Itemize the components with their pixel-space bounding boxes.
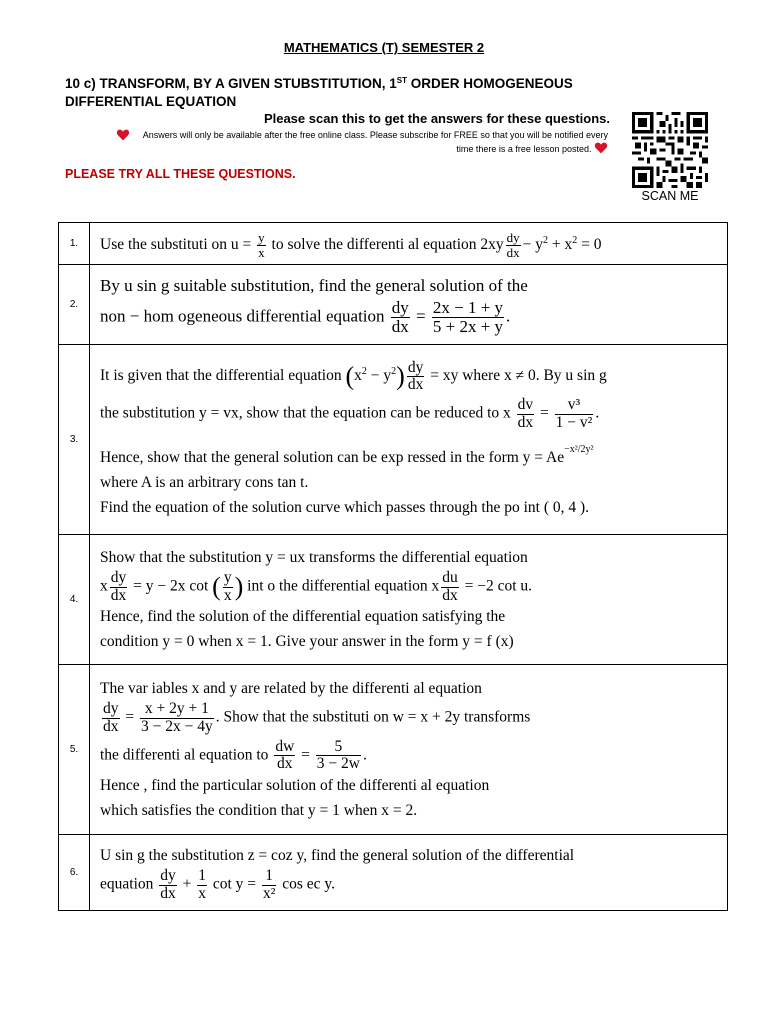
q4-line-4: condition y = 0 when x = 1. Give your answer in the form y = f (x) [100, 632, 514, 650]
scan-me-label: SCAN ME [641, 189, 699, 203]
q5-fraction-derivative [102, 701, 120, 735]
numerator: dy [407, 358, 424, 376]
denominator: x [198, 884, 206, 902]
q3-text-x: x [354, 367, 362, 385]
q4-text-1: x [100, 577, 108, 595]
question-text [90, 535, 728, 665]
q3-text-1: It is given that the differential equation [100, 367, 342, 385]
numerator: 2x − 1 + y [432, 298, 504, 318]
exponent: 2 [572, 234, 578, 246]
q2-line-1: By u sin g suitable substitution, find the general solution of the [100, 276, 528, 296]
topic-line1-suffix: ORDER HOMOGENEOUS [407, 76, 573, 91]
denominator: dx [274, 755, 295, 772]
q2-text-1: non − hom ogeneous differential equation [100, 306, 385, 326]
q1-fraction-derivative [506, 231, 521, 259]
denominator: x [258, 244, 265, 260]
q5-line-2 [100, 701, 719, 735]
question-number: 2. [59, 265, 90, 345]
q2-fraction-rhs [432, 299, 504, 336]
q2-fraction-derivative [391, 299, 410, 336]
q6-text-4: cos ec y. [282, 875, 336, 893]
q5-text-1: = [125, 708, 135, 726]
question-text [90, 835, 728, 911]
question-number: 1. [59, 223, 90, 265]
question-row [59, 223, 728, 265]
q5-text-2: . Show that the substituti on w = x + 2y transforms [215, 708, 531, 726]
q4-fraction-yx [223, 570, 233, 604]
q3-text-6: Hence, show that the general solution can be exp ressed in the form y = Ae [100, 448, 565, 466]
denominator: dx [110, 586, 127, 604]
topic-line2: DIFFERENTIAL EQUATION [65, 94, 237, 109]
numerator: dy [160, 867, 176, 885]
q3-text-2: = xy where x ≠ 0. By u sin g [430, 367, 607, 385]
q5-text-3: the differenti al equation to [100, 746, 269, 764]
denominator: dx [517, 413, 534, 431]
numerator: v³ [567, 396, 581, 414]
question-number: 4. [59, 535, 90, 665]
denominator: 5 + 2x + y [432, 317, 504, 336]
q5-fraction-rhs [140, 701, 214, 735]
numerator: y [223, 569, 232, 587]
q6-line-1: U sin g the substitution z = coz y, find the general solution of the differential [100, 847, 575, 865]
question-text [90, 265, 728, 345]
q3-fraction-dv [517, 397, 535, 431]
notice-text: Answers will only be available after the free online class. Please subscribe for FREE so that you will be notified every time there is a free lesson posted. [142, 130, 608, 154]
q3-fraction-rhs [555, 397, 594, 431]
question-row [59, 835, 728, 911]
numerator: y [258, 230, 265, 246]
denominator: dx [391, 317, 409, 336]
numerator: 1 [198, 867, 206, 885]
q3-text-5: . [595, 404, 600, 422]
q3-line-1 [100, 359, 719, 393]
q4-line-2 [100, 570, 719, 604]
q5-text-4: = [301, 746, 310, 764]
denominator: dx [103, 717, 119, 735]
numerator: dw [275, 738, 295, 755]
open-paren: ( [345, 361, 355, 391]
q6-text-3: cot y = [212, 875, 257, 893]
q3-text-3: the substitution y = vx, show that the equation can be reduced to x [100, 404, 511, 422]
q6-text-1: equation [100, 875, 154, 893]
numerator: dy [110, 569, 127, 587]
scan-prompt: Please scan this to get the answers for these questions. [263, 111, 610, 126]
q1-text-2: to solve the differenti al equation 2xy [271, 235, 504, 253]
q6-line-2 [100, 868, 719, 902]
numerator: 5 [334, 738, 343, 755]
q4-text-2: = y − 2x cot [133, 577, 209, 595]
q5-line-3 [100, 739, 719, 773]
topic-superscript: ST [396, 76, 408, 85]
exponent: 2 [391, 366, 397, 378]
q3-line-5: Find the equation of the solution curve which passes through the po int ( 0, 4 ). [100, 498, 590, 516]
numerator: x + 2y + 1 [144, 700, 209, 718]
question-number: 3. [59, 345, 90, 535]
q1-text-5: = 0 [581, 235, 602, 253]
q3-fraction-derivative [407, 360, 425, 394]
q3-text-y: − y [366, 367, 392, 385]
numerator: dy [103, 700, 119, 718]
numerator: dy [391, 298, 409, 318]
page-title: MATHEMATICS (T) SEMESTER 2 [283, 40, 485, 55]
q4-fraction-derivative [110, 570, 128, 604]
q5-line-5: which satisfies the condition that y = 1 when x = 2. [100, 801, 418, 819]
q1-text-1: Use the substituti on u = [100, 235, 252, 253]
q5-text-5: . [362, 746, 367, 764]
open-paren: ( [212, 572, 221, 601]
question-row [59, 265, 728, 345]
denominator: x² [262, 884, 276, 902]
heart-icon [594, 142, 608, 154]
q5-line-1: The var iables x and y are related by the differenti al equation [100, 680, 482, 698]
try-all-notice: PLEASE TRY ALL THESE QUESTIONS. [65, 167, 296, 181]
qr-code-icon[interactable] [632, 112, 708, 188]
question-number: 6. [59, 835, 90, 911]
question-text [90, 665, 728, 835]
q1-fraction-u [257, 231, 266, 259]
q4-text-4: = −2 cot u. [464, 577, 533, 595]
q2-text-3: . [506, 306, 511, 326]
q4-text-3: int o the differential equation x [247, 577, 440, 595]
denominator: dx [506, 244, 520, 260]
question-row [59, 665, 728, 835]
q2-line-2 [100, 299, 719, 336]
denominator: 3 − 2w [316, 755, 360, 773]
q5-line-4: Hence , find the particular solution of the differenti al equation [100, 776, 490, 794]
q4-line-3: Hence, find the solution of the differential equation satisfying the [100, 607, 506, 625]
q6-text-2: + [182, 875, 192, 893]
q2-text-2: = [416, 306, 426, 326]
question-text [90, 223, 728, 265]
q3-line-3 [100, 437, 719, 470]
exponent: 2 [361, 366, 367, 378]
close-paren: ) [396, 361, 405, 391]
denominator: dx [407, 376, 424, 394]
exponent: −x²/2y² [564, 443, 594, 455]
questions-table [58, 222, 728, 911]
numerator: dv [517, 396, 534, 414]
exponent: 2 [543, 234, 549, 246]
denominator: dx [160, 884, 176, 902]
q3-line-2 [100, 397, 719, 431]
q3-text-4: = [540, 404, 549, 422]
question-number: 5. [59, 665, 90, 835]
q6-fraction-derivative [159, 868, 177, 902]
q5-fraction-dw [274, 739, 295, 773]
q3-line-4: where A is an arbitrary cons tan t. [100, 473, 309, 491]
numerator: dy [506, 230, 520, 246]
q5-fraction-5 [316, 739, 361, 773]
q4-line-1: Show that the substitution y = ux transforms the differential equation [100, 549, 528, 567]
q6-fraction-1x [197, 868, 207, 902]
q4-fraction-du [441, 570, 459, 604]
question-row [59, 345, 728, 535]
q1-text-3: − y [522, 235, 544, 253]
topic-heading [65, 72, 665, 111]
denominator: 3 − 2x − 4y [141, 717, 213, 735]
denominator: 1 − v² [555, 413, 593, 431]
numerator: du [442, 569, 458, 587]
question-text [90, 345, 728, 535]
close-paren: ) [234, 572, 244, 601]
question-row [59, 535, 728, 665]
denominator: x [223, 586, 232, 604]
numerator: 1 [265, 867, 274, 885]
answers-notice [128, 129, 608, 156]
topic-prefix: 10 c) TRANSFORM, BY A GIVEN STUBSTITUTION, 1 [65, 76, 397, 91]
denominator: dx [442, 586, 458, 604]
q1-text-4: + x [551, 235, 573, 253]
q6-fraction-1x2 [262, 868, 276, 902]
